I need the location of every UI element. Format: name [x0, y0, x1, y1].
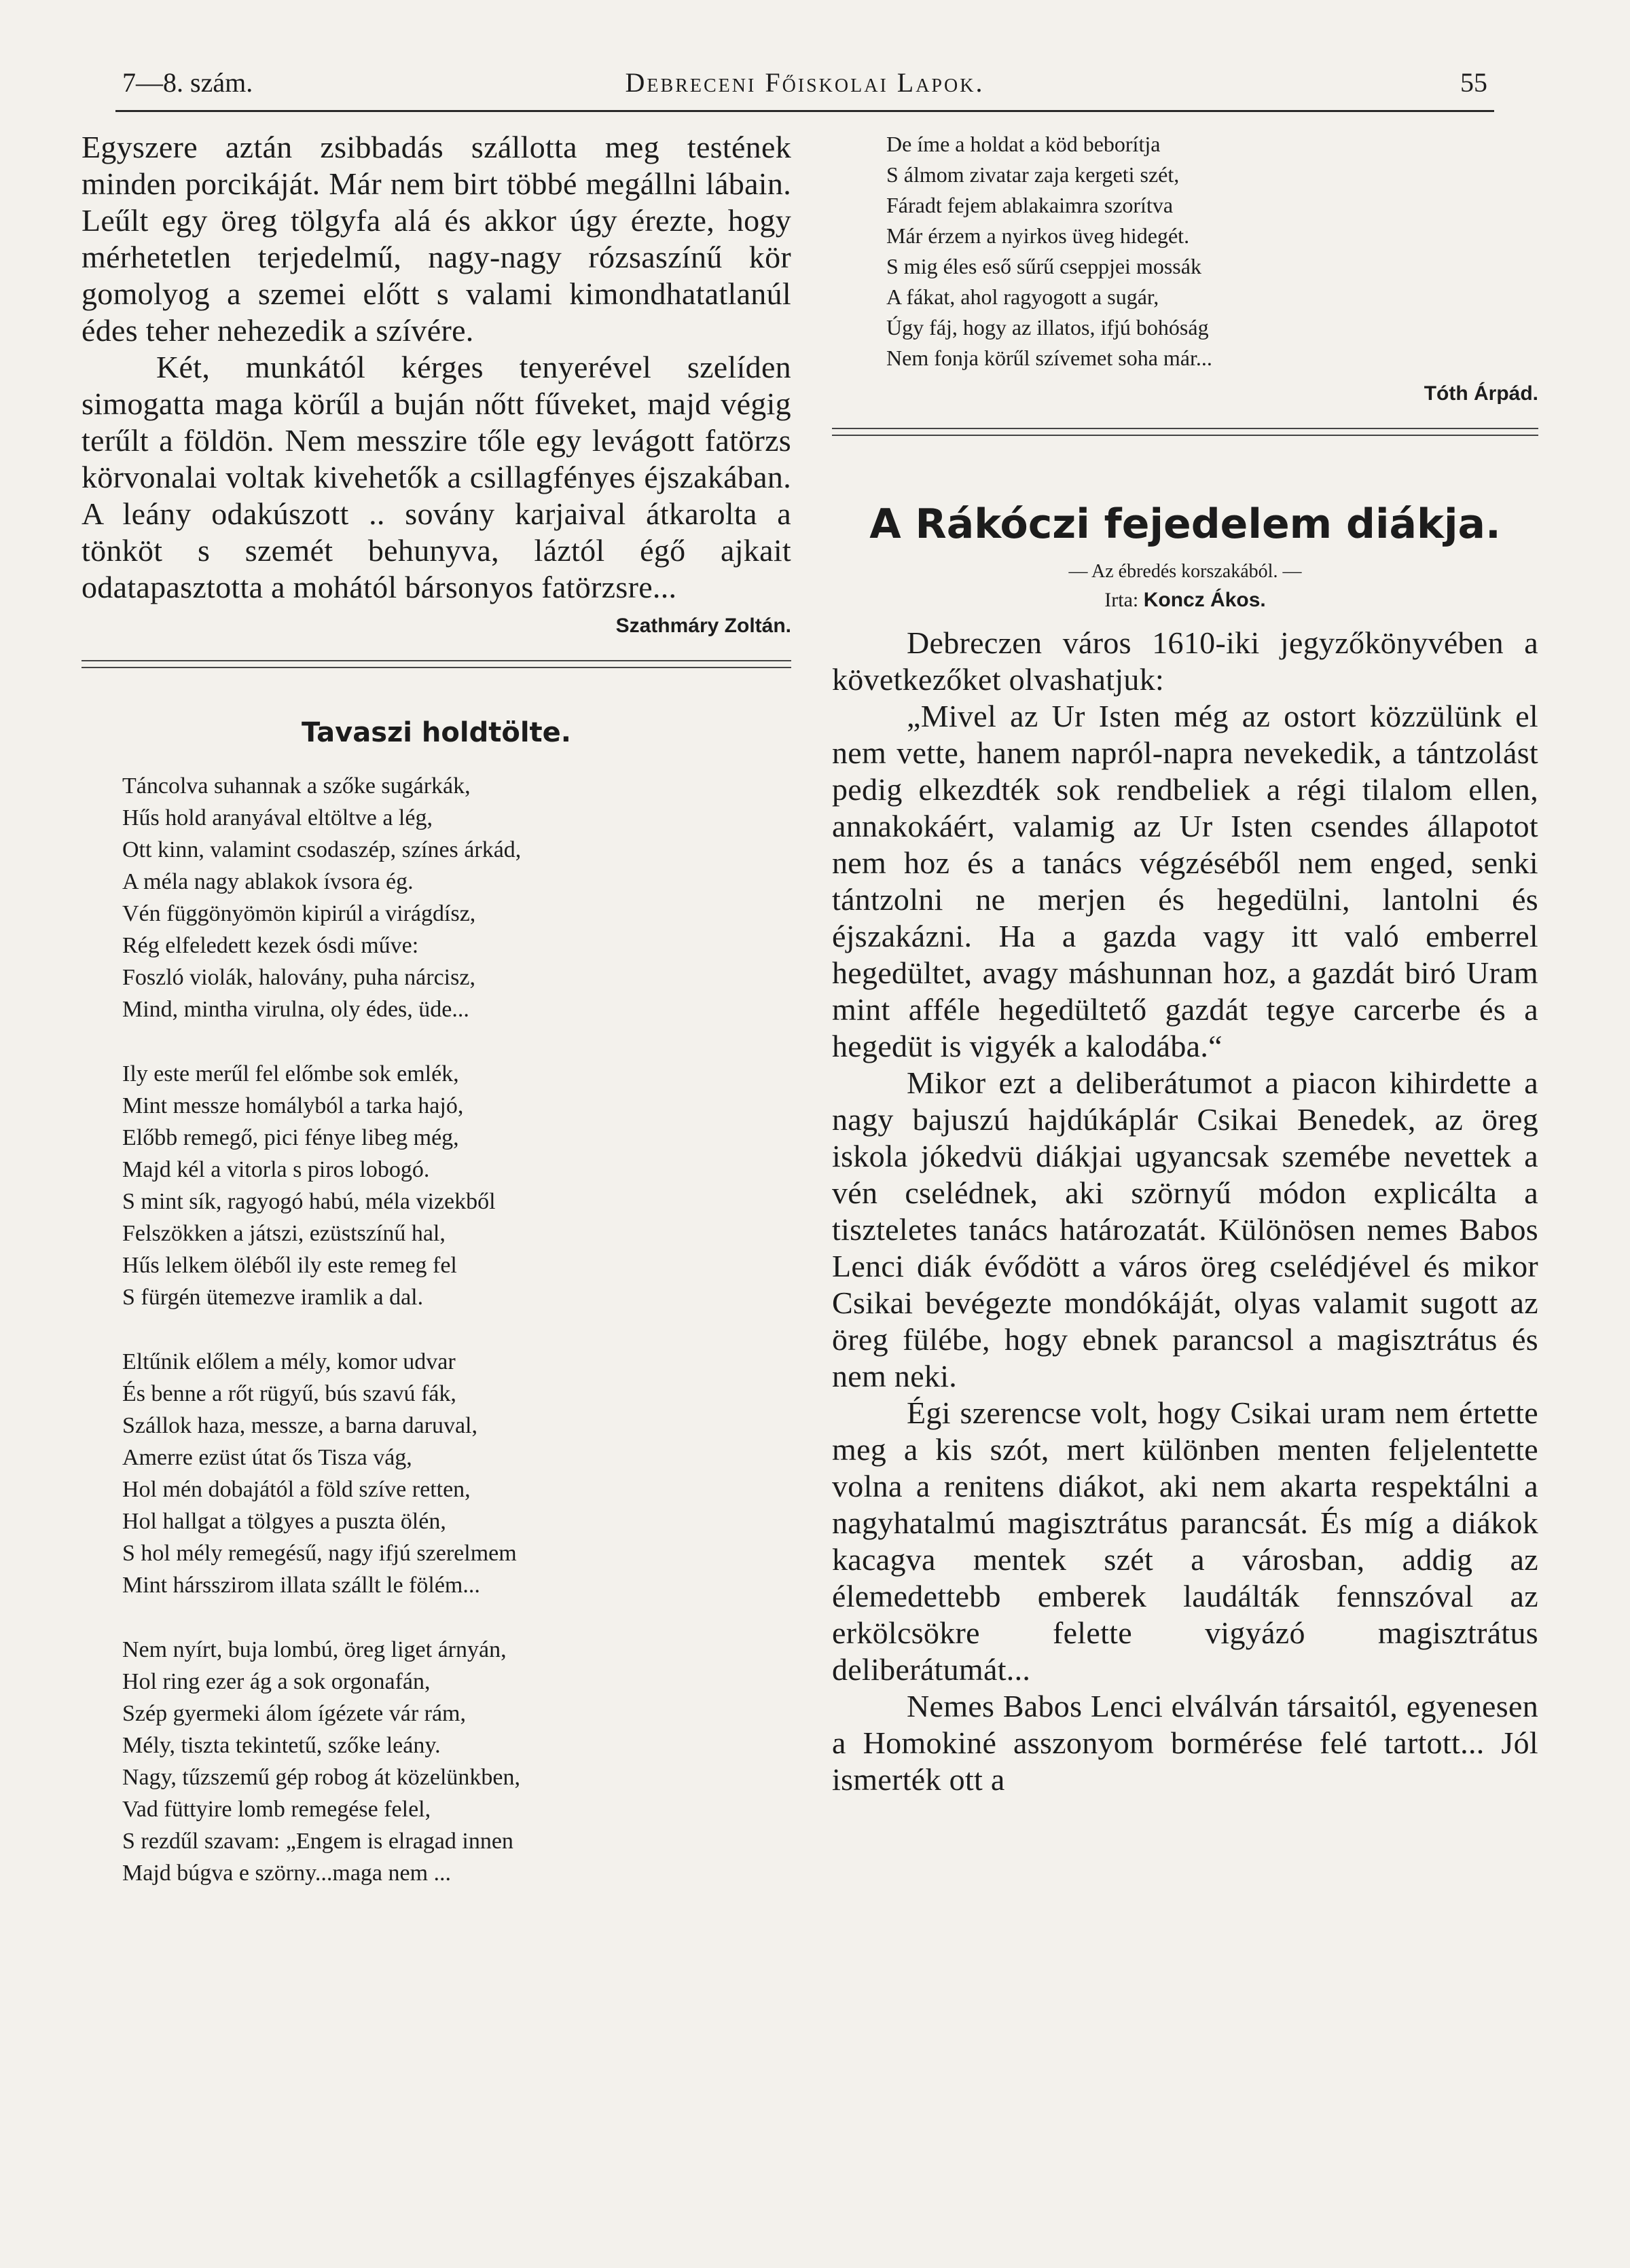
- article-subtitle: — Az ébredés korszakából. —: [1068, 561, 1302, 582]
- poem-line: Nem nyírt, buja lombú, öreg liget árnyán,: [122, 1637, 507, 1662]
- article-byline: [832, 585, 1538, 615]
- poem-line: Szép gyermeki álom ígézete vár rám,: [122, 1701, 466, 1726]
- poem-line: Vén függönyömön kipirúl a virágdísz,: [122, 901, 476, 926]
- article-paragraph: Nemes Babos Lenci elválván társaitól, egyenesen a Homokiné asszonyom bormérése felé tartott... Jól ismerték ott a: [832, 1689, 1538, 1797]
- poem-line: Fáradt fejem ablakaimra szorítva: [886, 193, 1174, 217]
- poem-line: Majd búgva e szörny...maga nem ...: [122, 1861, 452, 1886]
- poem-stanza: [122, 1634, 791, 1889]
- poem-line: S mig éles eső sűrű cseppjei mossák: [886, 254, 1201, 278]
- page-header: [115, 62, 1494, 112]
- poem-line: Szállok haza, messze, a barna daruval,: [122, 1413, 477, 1438]
- poem-author: Tóth Árpád.: [1424, 382, 1538, 405]
- poem-line: Majd kél a vitorla s piros lobogó.: [122, 1157, 430, 1182]
- poem-line: Előbb remegő, pici fénye libeg még,: [122, 1125, 459, 1150]
- poem-line: A fákat, ahol ragyogott a sugár,: [886, 285, 1159, 309]
- byline-prefix: Irta:: [1104, 589, 1139, 611]
- poem-line: Már érzem a nyirkos üveg hidegét.: [886, 223, 1190, 248]
- story-author: Szathmáry Zoltán.: [615, 615, 791, 637]
- poem-stanza: [122, 1058, 791, 1313]
- poem-line: Foszló violák, halovány, puha nárcisz,: [122, 965, 475, 990]
- poem-stanza: [122, 770, 791, 1025]
- poem-line: A méla nagy ablakok ívsora ég.: [122, 869, 414, 894]
- left-column: [82, 129, 791, 1922]
- article-paragraph: Mikor ezt a deliberátumot a piacon kihirdette a nagy bajuszú hajdúkáplár Csikai Benedek, az öreg iskola jókedvü diákjai ugyancsak szemébe nevettek a vén cselédnek, aki szörnyű módon explicálta a tiszteletes tanács határozatát. Különösen nemes Babos Lenci diák évődött a város öreg cselédjével és mikor Csikai bevégezte mondókáját, olyas valamit sugott az öreg fülébe, hogy ebnek parancsol a magisztrátus és nem neki.: [832, 1065, 1538, 1393]
- story-paragraph: Egyszere aztán zsibbadás szállotta meg testének minden porcikáját. Már nem birt többé megállni lábain. Leűlt egy öreg tölgyfa alá és akkor úgy érezte, hogy mérhetetlen terjedelmű, nagy-nagy rózsaszínű kör gomolyog a szemei előtt s valami kimondhatatlanúl édes teher nehezedik a szívére.: [82, 130, 791, 348]
- poem-line: De íme a holdat a köd beborítja: [886, 132, 1161, 156]
- poem-line: S rezdűl szavam: „Engem is elragad innen: [122, 1829, 513, 1854]
- publication-title: Debreceni Főiskolai Lapok.: [625, 67, 985, 98]
- poem-line: Hol hallgat a tölgyes a puszta ölén,: [122, 1509, 446, 1534]
- poem-line: Nagy, tűzszemű gép robog át közelünkben,: [122, 1765, 521, 1790]
- section-divider: [82, 660, 791, 668]
- poem-line: Rég elfeledett kezek ósdi műve:: [122, 933, 419, 958]
- poem-line: Mind, mintha virulna, oly édes, üde...: [122, 997, 469, 1022]
- article-paragraph: Debreczen város 1610-iki jegyzőkönyvében a következőket olvashatjuk:: [832, 625, 1538, 697]
- poem-line: Eltűnik előlem a mély, komor udvar: [122, 1349, 456, 1374]
- section-divider: [832, 428, 1538, 436]
- article-paragraph: Égi szerencse volt, hogy Csikai uram nem értette meg a kis szót, mert különben menten feljelentette volna a renitens diákot, aki nem akarta respektálni a nagyhatalmú magisztrátus parancsát. És míg a diákok kacagva mentek szét a városban, addig az élemedettebb emberek laudálták fennszóval az erkölcsökre felette vigyázó magisztrátus deliberátumát...: [832, 1395, 1538, 1687]
- poem-line: Felszökken a játszi, ezüstszínű hal,: [122, 1221, 446, 1246]
- page-number: 55: [1460, 67, 1487, 98]
- story-end: [82, 129, 791, 606]
- poem-line: És benne a rőt rügyű, bús szavú fák,: [122, 1381, 456, 1406]
- poem-body: [122, 770, 791, 1889]
- poem-line: Hol ring ezer ág a sok orgonafán,: [122, 1669, 431, 1694]
- poem-line: Hűs hold aranyával eltöltve a lég,: [122, 805, 433, 830]
- article-title: A Rákóczi fejedelem diákja.: [869, 500, 1501, 548]
- article-paragraph: „Mivel az Ur Isten még az ostort közzülünk el nem vette, hanem napról-napra nevekedik, a tántzolást pedig elkezdték sok rendbeliek a régi tilalom ellen, annakokáért, valamig az Ur Isten csendes állapotot nem hoz és a tanács végzéséből nem enged, senki tántzolni ne merjen és hegedülni, lantolni és éjszakázni. Ha a gazda vagy itt való emberrel hegedültet, avagy máshunnan hoz, a gazdát biró Uram mint afféle hegedültető gazdát tegye carcerbe és a hegedüt is vigyék a kalodába.“: [832, 699, 1538, 1063]
- poem-line: Ily este merűl fel előmbe sok emlék,: [122, 1061, 459, 1086]
- article-body: [832, 625, 1538, 1798]
- poem-line: Amerre ezüst útat ős Tisza vág,: [122, 1445, 412, 1470]
- poem-line: Úgy fáj, hogy az illatos, ifjú bohóság: [886, 315, 1209, 340]
- poem-line: Mély, tiszta tekintetű, szőke leány.: [122, 1733, 441, 1758]
- poem-line: S fürgén ütemezve iramlik a dal.: [122, 1285, 424, 1310]
- poem-line: S álmom zivatar zaja kergeti szét,: [886, 162, 1180, 187]
- poem-line: Mint hársszirom illata szállt le fölém...: [122, 1573, 480, 1598]
- poem-line: Hűs lelkem öléből ily este remeg fel: [122, 1253, 457, 1278]
- poem-line: Hol mén dobajától a föld szíve retten,: [122, 1477, 471, 1502]
- poem-line: S mint sík, ragyogó habú, méla vizekből: [122, 1189, 496, 1214]
- issue-number: 7—8. szám.: [122, 67, 253, 98]
- right-column: [832, 129, 1538, 1798]
- poem-line: Nem fonja körűl szívemet soha már...: [886, 346, 1212, 370]
- poem-line: Vad füttyire lomb remegése felel,: [122, 1797, 431, 1822]
- poem-line: Mint messze homályból a tarka hajó,: [122, 1093, 464, 1118]
- poem-line: Táncolva suhannak a szőke sugárkák,: [122, 773, 471, 799]
- byline-name: Koncz Ákos.: [1143, 589, 1266, 611]
- poem-end: [886, 129, 1538, 373]
- poem-title: Tavaszi holdtölte.: [302, 717, 571, 748]
- story-paragraph: Két, munkától kérges tenyerével szelíden simogatta maga körűl a buján nőtt fűveket, majd végig terűlt a földön. Nem messzire tőle egy levágott fatörzs körvonalai voltak kivehetők a csillagfényes éjszakában. A leány odakúszott .. sovány karjaival átkarolta a tönköt s szemét behunyva, láztól égő ajkait odatapasztotta a mohától bársonyos fatörzsre...: [82, 350, 791, 604]
- poem-stanza: [122, 1346, 791, 1601]
- poem-line: Ott kinn, valamint csodaszép, színes árkád,: [122, 837, 522, 862]
- poem-line: S hol mély remegésű, nagy ifjú szerelmem: [122, 1541, 517, 1566]
